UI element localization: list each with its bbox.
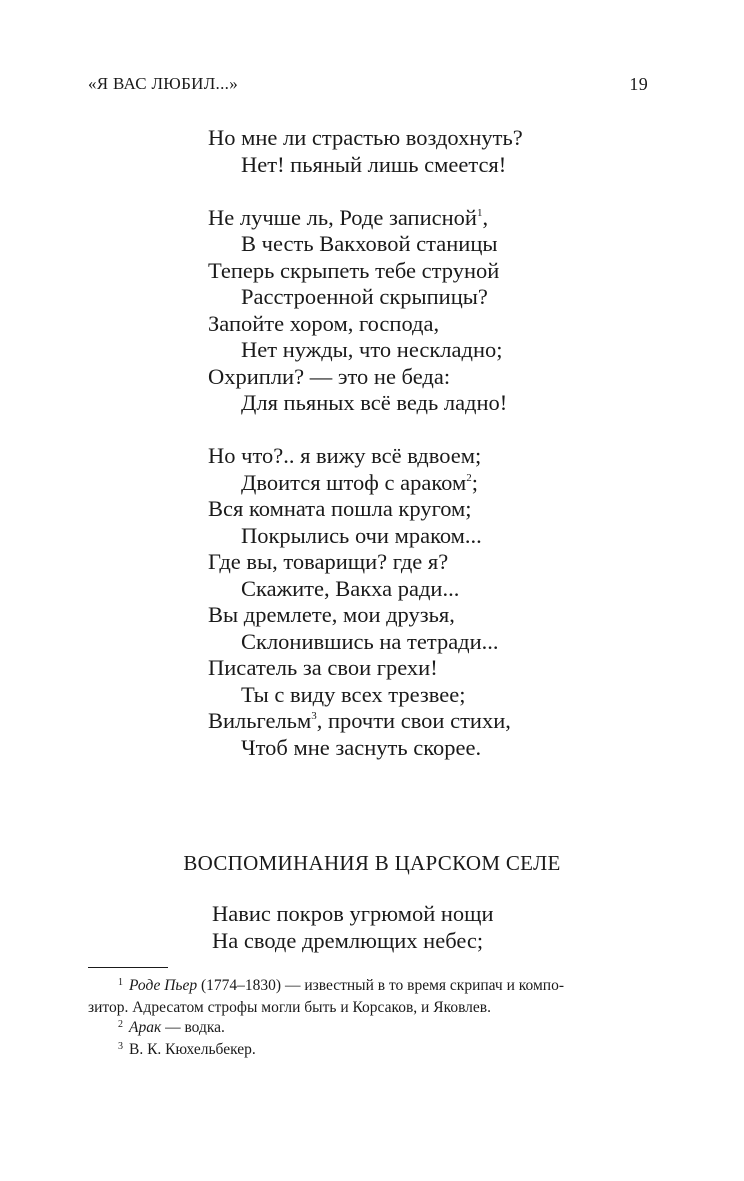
section-title: ВОСПОМИНАНИЯ В ЦАРСКОМ СЕЛЕ: [183, 851, 561, 875]
poem-line: Но что?.. я вижу всё вдвоем;: [208, 443, 482, 468]
footnotes: [88, 976, 648, 1062]
poem-line: [208, 708, 628, 735]
poem-line: Чтоб мне заснуть скорее.: [241, 734, 482, 760]
footnote-2: [88, 1018, 648, 1040]
poem-line: Для пьяных всё ведь ладно!: [241, 390, 508, 415]
poem-line: Теперь скрыпеть тебе струной: [208, 257, 500, 283]
poem-line: Покрылись очи мраком...: [241, 522, 482, 548]
poem-line: Вся комната пошла кругом;: [208, 496, 472, 521]
footnote-text: (1774–1830) — известный в то время скрипач и компо-: [197, 977, 564, 994]
poem-line-text: , прочти свои стихи,: [316, 708, 511, 733]
footnote-divider: [88, 967, 168, 968]
poem-line: Нет! пьяный лишь смеется!: [241, 151, 507, 177]
page-number: 19: [629, 74, 648, 94]
poem-line: Где вы, товарищи? где я?: [208, 549, 449, 574]
poem-line-text: ,: [482, 204, 489, 230]
poem-body-2: [212, 901, 494, 954]
footnote-number: 1: [118, 977, 123, 988]
poem-line: Скажите, Вакха ради...: [241, 575, 460, 601]
stanza-break: [208, 417, 628, 444]
poem-line-text: Двоится штоф с араком: [241, 469, 467, 495]
footnote-term: Роде Пьер: [129, 977, 198, 994]
footnote-ref: 3: [311, 710, 317, 722]
poem-line-text: Вильгельм: [208, 708, 312, 733]
poem-line: Вы дремлете, мои друзья,: [208, 602, 455, 627]
footnote-number: 2: [118, 1019, 123, 1030]
footnote-ref: 2: [466, 471, 472, 484]
poem-line: Расстроенной скрыпицы?: [241, 284, 488, 309]
footnote-1-cont: зитор. Адресатом строфы могли быть и Корсаков, и Яковлев.: [88, 999, 491, 1016]
poem-line: [208, 470, 628, 497]
poem-line: Охрипли? — это не беда:: [208, 363, 451, 389]
poem-line: Нет нужды, что нескладно;: [241, 337, 503, 362]
poem-line: Склонившись на тетради...: [241, 628, 499, 654]
poem-line: Писатель за свои грехи!: [208, 655, 438, 680]
footnote-text: — водка.: [161, 1019, 225, 1036]
footnote-number: 3: [118, 1041, 123, 1052]
footnote-text: В. К. Кюхельбекер.: [129, 1041, 256, 1058]
poem-line: Но мне ли страстью воздохнуть?: [208, 125, 523, 150]
poem-line: [208, 205, 628, 232]
footnote-term: Арак: [129, 1019, 162, 1036]
footnote-1: [88, 976, 648, 998]
poem-line: Ты с виду всех трезвее;: [241, 681, 466, 707]
poem-line: На своде дремлющих небес;: [212, 927, 484, 953]
footnote-3: [88, 1040, 648, 1062]
running-head-title: «Я ВАС ЛЮБИЛ...»: [88, 74, 238, 93]
poem-line: В честь Вакховой станицы: [241, 231, 498, 256]
poem-body: [208, 125, 628, 761]
poem-line-text: ;: [471, 469, 478, 495]
poem-line: Навис покров угрюмой нощи: [212, 901, 494, 926]
footnote-ref: 1: [476, 206, 483, 219]
stanza-break: [208, 178, 628, 205]
poem-line-text: Не лучше ль, Роде записной: [208, 204, 477, 230]
poem-line: Запойте хором, господа,: [208, 310, 440, 336]
